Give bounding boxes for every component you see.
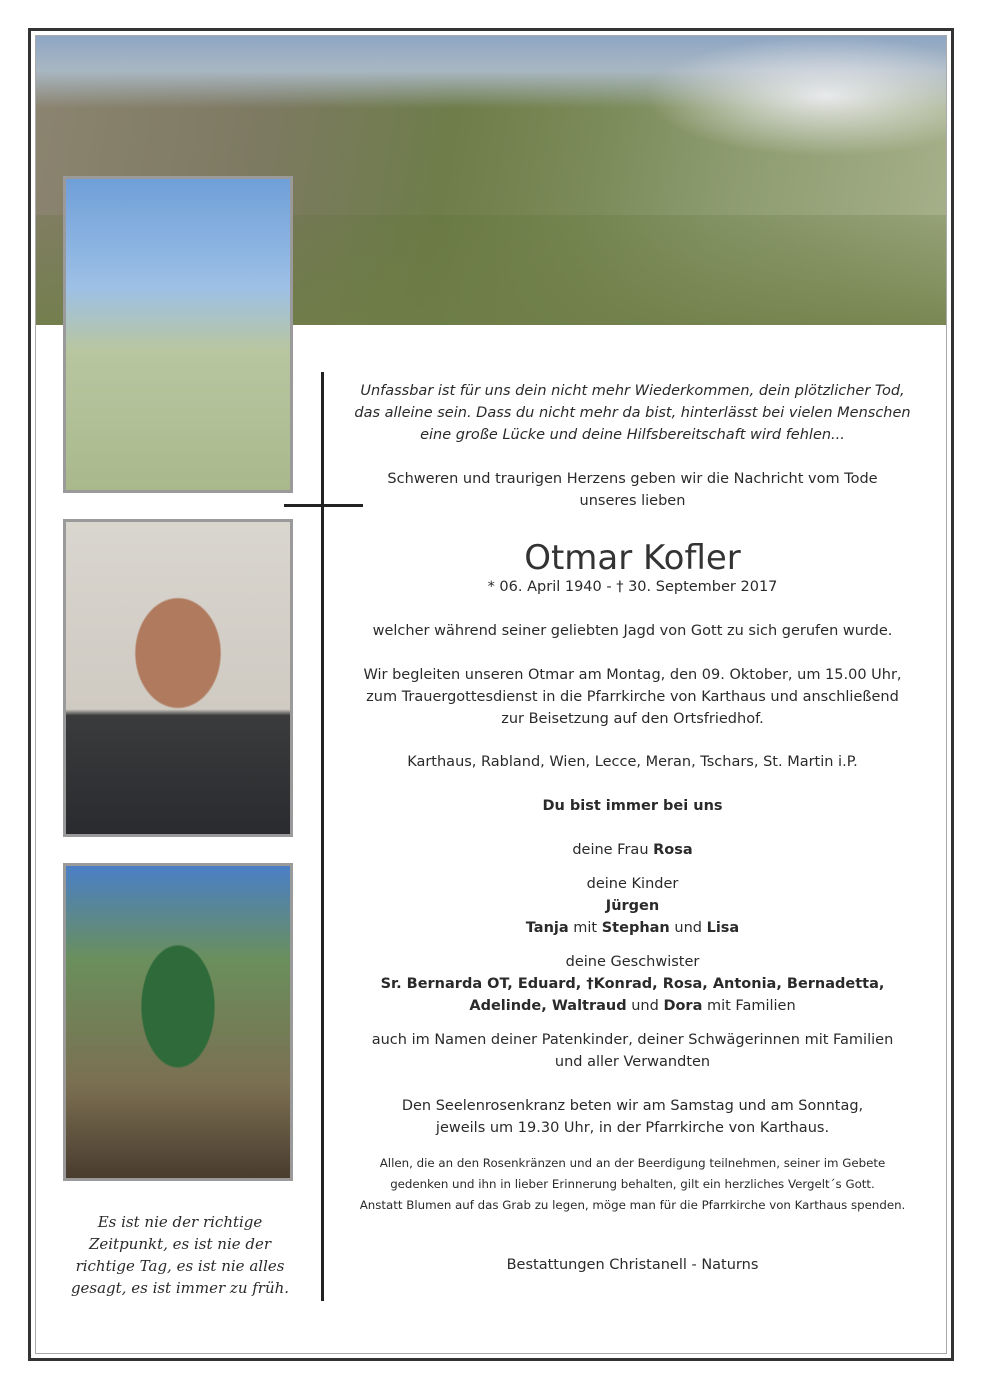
portrait-photo-hunting — [63, 863, 293, 1181]
thanks-text: Allen, die an den Rosenkränzen und an der Beerdigung teilnehmen, seiner im Gebete gedenken und ihn in lieber Erinnerung behalten, gilt ein herzliches Vergelt´s Gott. Anstatt Blumen auf das Grab zu legen, möge man für die Pfarrkirche von Karthaus spenden. — [359, 1156, 906, 1212]
intro-text: Unfassbar ist für uns dein nicht mehr Wiederkommen, dein plötzlicher Tod, das alleine sein. Dass du nicht mehr da bist, hinterlässt bei vielen Menschen eine große Lücke und deine Hilfsbereitschaft wird fehlen... — [354, 383, 911, 443]
announcement: Schweren und traurigen Herzens geben wir die Nachricht vom Tode unseres lieben — [387, 471, 878, 509]
funeral-info: Wir begleiten unseren Otmar am Montag, den 09. Oktober, um 15.00 Uhr, zum Trauergottesdienst in die Pfarrkirche von Karthaus und anschließend zur Beisetzung auf den Ortsfriedhof. — [363, 667, 902, 727]
wife: deine Frau Rosa — [572, 842, 693, 858]
memorial-quote — [60, 1211, 300, 1299]
quote-line: Es ist nie der richtige — [97, 1213, 263, 1231]
portrait-photo-binoculars — [63, 176, 293, 493]
cross-vertical — [321, 372, 324, 1301]
quote-line: gesagt, es ist immer zu früh. — [70, 1279, 290, 1297]
places: Karthaus, Rabland, Wien, Lecce, Meran, Tschars, St. Martin i.P. — [407, 754, 858, 770]
children: deine Kinder Jürgen Tanja mit Stephan und Lisa — [525, 876, 740, 936]
called-text: welcher während seiner geliebten Jagd von Gott zu sich gerufen wurde. — [372, 623, 893, 639]
undertaker: Bestattungen Christanell - Naturns — [506, 1257, 759, 1273]
rosary-info: Den Seelenrosenkranz beten wir am Samstag und am Sonntag, jeweils um 19.30 Uhr, in der Pfarrkirche von Karthaus. — [401, 1098, 864, 1136]
obituary-text — [335, 380, 930, 1276]
portrait-photo-suit — [63, 519, 293, 837]
quote-line: richtige Tag, es ist nie alles — [75, 1257, 285, 1275]
relatives: auch im Namen deiner Patenkinder, deiner Schwägerinnen mit Familien und aller Verwandten — [371, 1032, 894, 1070]
quote-line: Zeitpunkt, es ist nie der — [88, 1235, 272, 1253]
siblings: deine Geschwister Sr. Bernarda OT, Eduard, †Konrad, Rosa, Antonia, Bernadetta, Adelinde, Waltraud und Dora mit Familien — [380, 954, 885, 1014]
life-dates: * 06. April 1940 - † 30. September 2017 — [487, 579, 778, 595]
deceased-name: Otmar Kofler — [524, 538, 741, 578]
motto: Du bist immer bei uns — [542, 798, 723, 814]
